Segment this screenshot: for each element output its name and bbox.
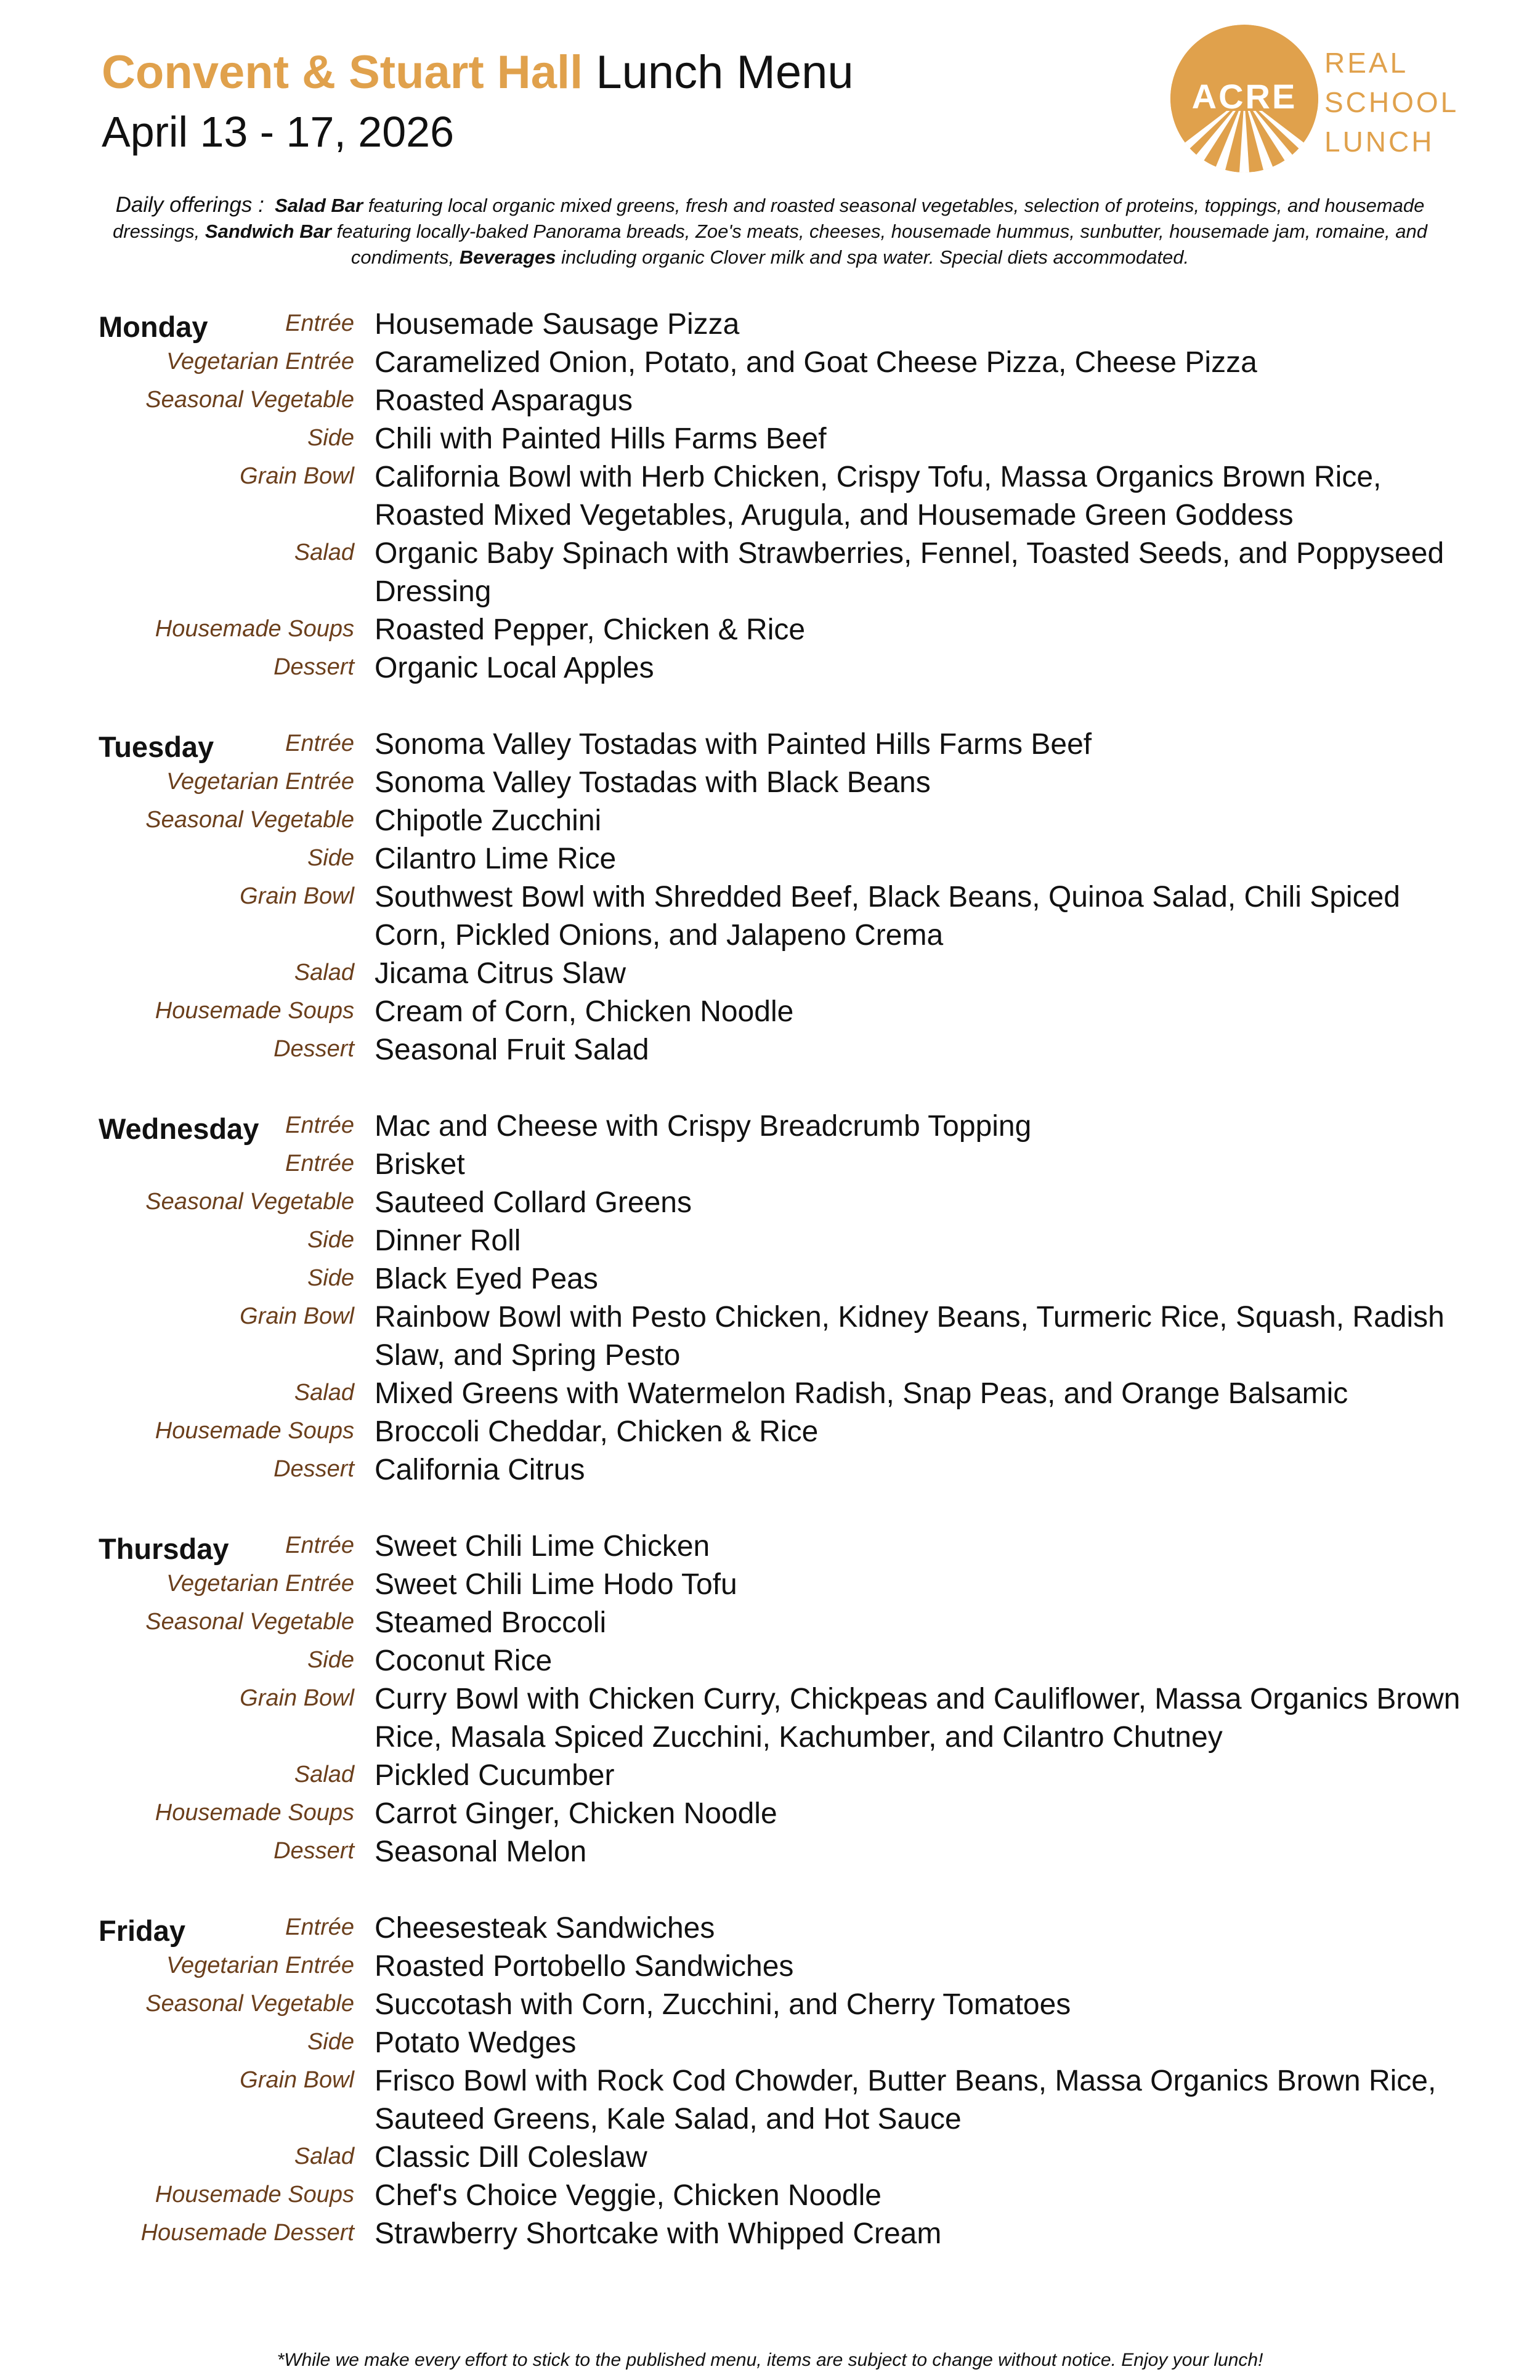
school-name: Convent & Stuart Hall xyxy=(102,46,583,99)
day-name: Monday xyxy=(99,310,208,343)
menu-category: Dessert xyxy=(274,1036,354,1062)
menu-item: Coconut Rice xyxy=(375,1645,553,1677)
daily-offerings xyxy=(80,192,1460,270)
menu-row xyxy=(0,1833,1540,1871)
menu-row xyxy=(0,535,1540,611)
menu-row xyxy=(0,2177,1540,2215)
menu-category: Side xyxy=(307,845,354,871)
menu-category: Entrée xyxy=(285,1532,354,1558)
menu-item: Potato Wedges xyxy=(375,2026,577,2059)
menu-item: Seasonal Melon xyxy=(375,1836,587,1868)
menu-row xyxy=(0,1680,1540,1757)
menu-category: Grain Bowl xyxy=(240,1685,354,1711)
menu-item: Jicama Citrus Slaw xyxy=(375,957,626,990)
logo-tagline xyxy=(1324,43,1459,161)
menu-row xyxy=(0,1451,1540,1489)
salad-bar-text: featuring local organic mixed greens, fresh and roasted seasonal vegetables, selection of proteins, toppings, and housemade dressings, xyxy=(113,195,1425,242)
menu-category: Housemade Soups xyxy=(155,998,354,1024)
day-name: Wednesday xyxy=(99,1112,259,1145)
menu-category: Salad xyxy=(294,960,354,986)
menu-item: California Bowl with Herb Chicken, Crispy Tofu, Massa Organics Brown Rice, Roasted Mixed Vegetables, Arugula, and Housemade Green Goddess xyxy=(375,461,1382,532)
menu-item: Frisco Bowl with Rock Cod Chowder, Butter Beans, Massa Organics Brown Rice, Sauteed Greens, Kale Salad, and Hot Sauce xyxy=(375,2065,1437,2135)
day-name: Tuesday xyxy=(99,731,214,763)
menu-row xyxy=(0,420,1540,458)
menu-item: Black Eyed Peas xyxy=(375,1263,598,1295)
menu-row xyxy=(0,1146,1540,1184)
menu-item: Steamed Broccoli xyxy=(375,1606,607,1639)
day-thursday xyxy=(0,1528,1540,1871)
menu-row xyxy=(0,1948,1540,1986)
menu-row xyxy=(0,611,1540,649)
menu-category: Entrée xyxy=(285,1112,354,1138)
menu-item: Sonoma Valley Tostadas with Painted Hills Farms Beef xyxy=(375,728,1092,761)
sandwich-bar-label: Sandwich Bar xyxy=(205,221,331,242)
menu-item: Rainbow Bowl with Pesto Chicken, Kidney Beans, Turmeric Rice, Squash, Radish Slaw, and Spring Pesto xyxy=(375,1301,1445,1372)
sunburst-icon xyxy=(1170,25,1318,172)
menu-category: Salad xyxy=(294,540,354,565)
menu-row xyxy=(0,1260,1540,1298)
menu-category: Housemade Soups xyxy=(155,2182,354,2208)
menu-category: Entrée xyxy=(285,1151,354,1176)
date-range: April 13 - 17, 2026 xyxy=(102,108,455,156)
menu-item: Mac and Cheese with Crispy Breadcrumb Topping xyxy=(375,1110,1032,1143)
menu-row xyxy=(0,764,1540,802)
menu-category: Entrée xyxy=(285,731,354,756)
menu-item: Sauteed Collard Greens xyxy=(375,1186,692,1219)
title-suffix: Lunch Menu xyxy=(583,46,854,99)
menu-category: Side xyxy=(307,1647,354,1673)
menu-category: Seasonal Vegetable xyxy=(145,1189,354,1215)
menu-item: Chef's Choice Veggie, Chicken Noodle xyxy=(375,2179,881,2212)
menu-item: Organic Local Apples xyxy=(375,652,654,684)
beverages-text: including organic Clover milk and spa water. Special diets accommodated. xyxy=(556,246,1189,268)
menu-row xyxy=(0,1298,1540,1375)
menu-item: Sweet Chili Lime Hodo Tofu xyxy=(375,1568,737,1601)
offerings-lead: Daily offerings : xyxy=(115,193,264,217)
menu-category: Dessert xyxy=(274,1838,354,1864)
logo-line-3: LUNCH xyxy=(1324,126,1435,158)
menu-item: Carrot Ginger, Chicken Noodle xyxy=(375,1797,777,1830)
day-monday xyxy=(0,306,1540,687)
menu-row xyxy=(0,649,1540,687)
menu-category: Grain Bowl xyxy=(240,463,354,489)
menu-item: Caramelized Onion, Potato, and Goat Cheese Pizza, Cheese Pizza xyxy=(375,346,1257,379)
menu-category: Vegetarian Entrée xyxy=(166,349,354,374)
menu-row xyxy=(0,1986,1540,2024)
menu-item: Southwest Bowl with Shredded Beef, Black Beans, Quinoa Salad, Chili Spiced Corn, Pickled Onions, and Jalapeno Crema xyxy=(375,881,1400,952)
menu-category: Salad xyxy=(294,1380,354,1406)
menu-item: Strawberry Shortcake with Whipped Cream xyxy=(375,2217,942,2250)
menu-item: California Citrus xyxy=(375,1454,585,1486)
menu-row xyxy=(0,1909,1540,1948)
day-wednesday xyxy=(0,1107,1540,1489)
menu-category: Housemade Soups xyxy=(155,1418,354,1444)
menu-category: Grain Bowl xyxy=(240,2067,354,2093)
day-name: Thursday xyxy=(99,1532,229,1565)
footer-disclaimer: *While we make every effort to stick to the published menu, items are subject to change without notice. Enjoy your lunch! xyxy=(277,2350,1263,2370)
menu-item: Pickled Cucumber xyxy=(375,1759,615,1792)
day-name: Friday xyxy=(99,1914,186,1947)
day-friday xyxy=(0,1909,1540,2253)
menu-row xyxy=(0,1528,1540,1566)
menu-category: Dessert xyxy=(274,1456,354,1482)
menu-row xyxy=(0,1031,1540,1069)
menu-category: Seasonal Vegetable xyxy=(145,1991,354,2017)
menu-row xyxy=(0,1795,1540,1833)
menu-item: Cheesesteak Sandwiches xyxy=(375,1912,715,1945)
menu-row xyxy=(0,382,1540,420)
menu-category: Entrée xyxy=(285,1914,354,1940)
menu-category: Grain Bowl xyxy=(240,883,354,909)
menu-item: Roasted Pepper, Chicken & Rice xyxy=(375,613,806,646)
menu-row xyxy=(0,840,1540,878)
menu-row xyxy=(0,2215,1540,2253)
beverages-label: Beverages xyxy=(459,246,556,268)
acre-logo xyxy=(1170,25,1460,172)
menu-item: Cilantro Lime Rice xyxy=(375,843,617,875)
menu-row xyxy=(0,1566,1540,1604)
menu-row xyxy=(0,1375,1540,1413)
menu-category: Housemade Soups xyxy=(155,1800,354,1826)
logo-mark: ACRE xyxy=(1191,77,1297,116)
menu-row xyxy=(0,1642,1540,1680)
menu-item: Chili with Painted Hills Farms Beef xyxy=(375,423,827,455)
menu-category: Side xyxy=(307,2029,354,2055)
menu-item: Mixed Greens with Watermelon Radish, Snap Peas, and Orange Balsamic xyxy=(375,1377,1348,1410)
menu-category: Vegetarian Entrée xyxy=(166,1953,354,1978)
menu-item: Cream of Corn, Chicken Noodle xyxy=(375,995,794,1028)
menu-category: Salad xyxy=(294,1762,354,1787)
menu-item: Roasted Asparagus xyxy=(375,384,633,417)
menu-category: Seasonal Vegetable xyxy=(145,807,354,833)
menu-category: Side xyxy=(307,425,354,451)
menu-item: Dinner Roll xyxy=(375,1224,521,1257)
menu-category: Side xyxy=(307,1227,354,1253)
menu-header xyxy=(102,43,854,161)
menu-row xyxy=(0,1184,1540,1222)
menu-category: Entrée xyxy=(285,310,354,336)
menu-row xyxy=(0,878,1540,955)
menu-item: Housemade Sausage Pizza xyxy=(375,308,740,341)
menu-row xyxy=(0,802,1540,840)
page-title xyxy=(102,43,854,102)
menu-category: Housemade Dessert xyxy=(140,2220,354,2246)
menu-row xyxy=(0,2024,1540,2062)
sandwich-bar-text: featuring locally-baked Panorama breads, Zoe's meats, cheeses, housemade hummus, sunbutter, housemade jam, romaine, and condiments, xyxy=(331,221,1427,268)
menu-category: Seasonal Vegetable xyxy=(145,1609,354,1635)
menu-row xyxy=(0,2139,1540,2177)
menu-row xyxy=(0,726,1540,764)
menu-category: Seasonal Vegetable xyxy=(145,387,354,413)
menu-category: Dessert xyxy=(274,654,354,680)
menu-item: Chipotle Zucchini xyxy=(375,804,602,837)
menu-item: Organic Baby Spinach with Strawberries, Fennel, Toasted Seeds, and Poppyseed Dressing xyxy=(375,537,1445,608)
menu-category: Grain Bowl xyxy=(240,1303,354,1329)
logo-line-1: REAL xyxy=(1324,47,1409,79)
menu-row xyxy=(0,1107,1540,1146)
menu-row xyxy=(0,306,1540,344)
menu-item: Sonoma Valley Tostadas with Black Beans xyxy=(375,766,931,799)
logo-line-2: SCHOOL xyxy=(1324,86,1459,118)
menu-item: Seasonal Fruit Salad xyxy=(375,1034,649,1066)
menu-row xyxy=(0,993,1540,1031)
menu-item: Brisket xyxy=(375,1148,465,1181)
menu-item: Broccoli Cheddar, Chicken & Rice xyxy=(375,1415,819,1448)
menu-row xyxy=(0,1604,1540,1642)
menu-category: Vegetarian Entrée xyxy=(166,769,354,795)
menu-row xyxy=(0,955,1540,993)
menu-category: Vegetarian Entrée xyxy=(166,1571,354,1597)
weekly-menu xyxy=(0,306,1540,2291)
menu-item: Curry Bowl with Chicken Curry, Chickpeas and Cauliflower, Massa Organics Brown Rice, Masala Spiced Zucchini, Kachumber, and Cilantro Chutney xyxy=(375,1683,1461,1754)
menu-item: Classic Dill Coleslaw xyxy=(375,2141,647,2174)
salad-bar-label: Salad Bar xyxy=(275,195,363,216)
menu-row xyxy=(0,1413,1540,1451)
menu-row xyxy=(0,344,1540,382)
menu-item: Sweet Chili Lime Chicken xyxy=(375,1530,710,1563)
menu-item: Succotash with Corn, Zucchini, and Cherry Tomatoes xyxy=(375,1988,1071,2021)
menu-row xyxy=(0,2062,1540,2139)
menu-category: Housemade Soups xyxy=(155,616,354,642)
menu-item: Roasted Portobello Sandwiches xyxy=(375,1950,794,1983)
menu-category: Side xyxy=(307,1265,354,1291)
menu-row xyxy=(0,458,1540,535)
menu-row xyxy=(0,1222,1540,1260)
day-tuesday xyxy=(0,726,1540,1069)
menu-row xyxy=(0,1757,1540,1795)
menu-category: Salad xyxy=(294,2143,354,2169)
